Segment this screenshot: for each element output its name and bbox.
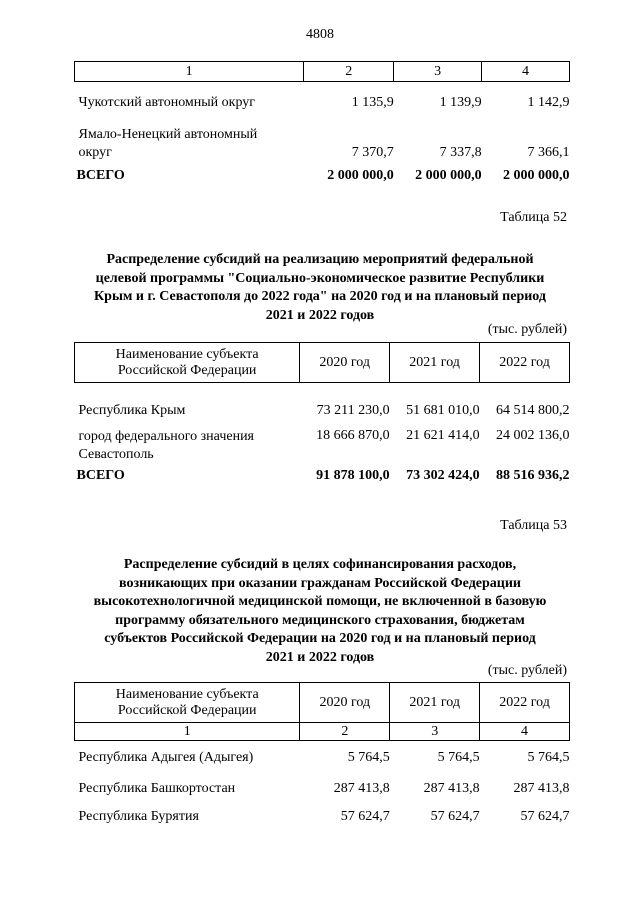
col-number: 4 <box>482 62 570 82</box>
cell-value: 1 135,9 <box>351 94 394 110</box>
header-year: 2020 год <box>300 683 390 723</box>
cell-value: 1 142,9 <box>527 94 570 110</box>
table-label: Таблица 52 <box>500 210 567 225</box>
col-number: 2 <box>304 62 394 82</box>
row-name: Республика Башкортостан <box>78 780 236 796</box>
header-year: 2022 год <box>480 683 570 723</box>
title-line: возникающих при оказании гражданам Российской Федерации <box>118 575 521 591</box>
title-line: Распределение субсидий в целях софинансирования расходов, <box>123 557 517 572</box>
cell-value: 57 624,7 <box>340 808 390 824</box>
cell-value: 287 413,8 <box>333 780 390 796</box>
title-line: высокотехнологичной медицинской помощи, не включенной в базовую <box>93 594 547 609</box>
table-row <box>75 124 570 164</box>
table-row <box>75 741 570 775</box>
col-number: 3 <box>390 723 480 741</box>
column-number-row <box>75 62 570 82</box>
cell-value: 287 413,8 <box>423 780 480 796</box>
row-name: Республика Адыгея (Адыгея) <box>78 749 254 765</box>
table-continuation <box>74 61 570 188</box>
row-name <box>75 124 304 164</box>
table-label: Таблица 53 <box>500 518 567 533</box>
row-name: Чукотский автономный округ <box>78 94 256 110</box>
row-name-line: город федерального значения <box>78 428 254 444</box>
unit-label: (тыс. рублей) <box>487 663 567 678</box>
header-row <box>75 343 570 383</box>
cell-value: 91 878 100,0 <box>316 467 390 483</box>
cell-value: 73 302 424,0 <box>406 467 480 483</box>
cell-value: 18 666 870,0 <box>316 427 390 443</box>
cell-value: 21 621 414,0 <box>406 427 480 443</box>
cell-value: 5 764,5 <box>527 749 570 765</box>
row-name: ВСЕГО <box>76 167 125 183</box>
header-name <box>75 343 300 383</box>
col-number: 3 <box>394 62 482 82</box>
table-title <box>0 556 640 667</box>
cell-value: 51 681 010,0 <box>406 403 480 419</box>
cell-value: 287 413,8 <box>513 780 570 796</box>
cell-value: 57 624,7 <box>520 808 570 824</box>
cell-value: 1 139,9 <box>439 94 482 110</box>
cell-value: 5 764,5 <box>437 749 480 765</box>
title-line: 2021 и 2022 годов <box>265 307 375 323</box>
header-line: Наименование субъекта <box>115 686 259 702</box>
header-line: Российской Федерации <box>117 362 257 378</box>
table-row <box>75 383 570 428</box>
title-line: программу обязательного медицинского страхования, бюджетам <box>115 612 525 628</box>
cell-value: 24 002 136,0 <box>496 427 570 443</box>
cell-value: 7 366,1 <box>527 144 570 160</box>
cell-value: 73 211 230,0 <box>316 403 390 419</box>
header-row <box>75 683 570 723</box>
header-line: Российской Федерации <box>117 702 257 718</box>
total-row <box>75 466 570 486</box>
cell-value: 64 514 800,2 <box>496 403 570 419</box>
page-number: 4808 <box>306 27 334 42</box>
cell-value: 7 337,8 <box>439 144 482 160</box>
col-number: 2 <box>300 723 390 741</box>
cell-value: 5 764,5 <box>347 749 390 765</box>
table-52 <box>74 342 570 486</box>
table-row <box>75 775 570 803</box>
row-name-line: округ <box>78 144 112 160</box>
table-row <box>75 803 570 831</box>
row-name <box>75 428 300 466</box>
title-line: 2021 и 2022 годов <box>265 649 375 665</box>
header-name <box>75 683 300 723</box>
table-53 <box>74 682 570 831</box>
table-row <box>75 428 570 466</box>
col-number: 1 <box>75 62 304 82</box>
unit-label: (тыс. рублей) <box>487 322 567 337</box>
row-name-line: Ямало-Ненецкий автономный <box>78 126 258 142</box>
row-name: Республика Крым <box>78 403 186 419</box>
total-row <box>75 164 570 188</box>
header-line: Наименование субъекта <box>115 346 259 362</box>
title-line: целевой программы "Социально-экономическое развитие Республики <box>95 270 545 286</box>
header-year: 2021 год <box>390 683 480 723</box>
cell-value: 7 370,7 <box>351 144 394 160</box>
cell-value: 88 516 936,2 <box>496 467 570 483</box>
col-number: 4 <box>480 723 570 741</box>
title-line: Распределение субсидий на реализацию мероприятий федеральной <box>106 252 534 267</box>
table-title <box>0 251 640 325</box>
cell-value: 2 000 000,0 <box>327 167 394 183</box>
row-name: Республика Бурятия <box>78 808 199 824</box>
row-name: ВСЕГО <box>76 467 125 483</box>
col-number: 1 <box>75 723 300 741</box>
title-line: Крым и г. Севастополя до 2022 года" на 2020 год и на плановый период <box>94 289 546 304</box>
header-year: 2020 год <box>300 343 390 383</box>
row-name-line: Севастополь <box>78 446 154 462</box>
header-year: 2022 год <box>480 343 570 383</box>
title-line: субъектов Российской Федерации на 2020 год и на плановый период <box>104 631 536 646</box>
cell-value: 57 624,7 <box>430 808 480 824</box>
table-row <box>75 82 570 124</box>
cell-value: 2 000 000,0 <box>503 167 570 183</box>
column-number-row <box>75 723 570 741</box>
header-year: 2021 год <box>390 343 480 383</box>
cell-value: 2 000 000,0 <box>415 167 482 183</box>
